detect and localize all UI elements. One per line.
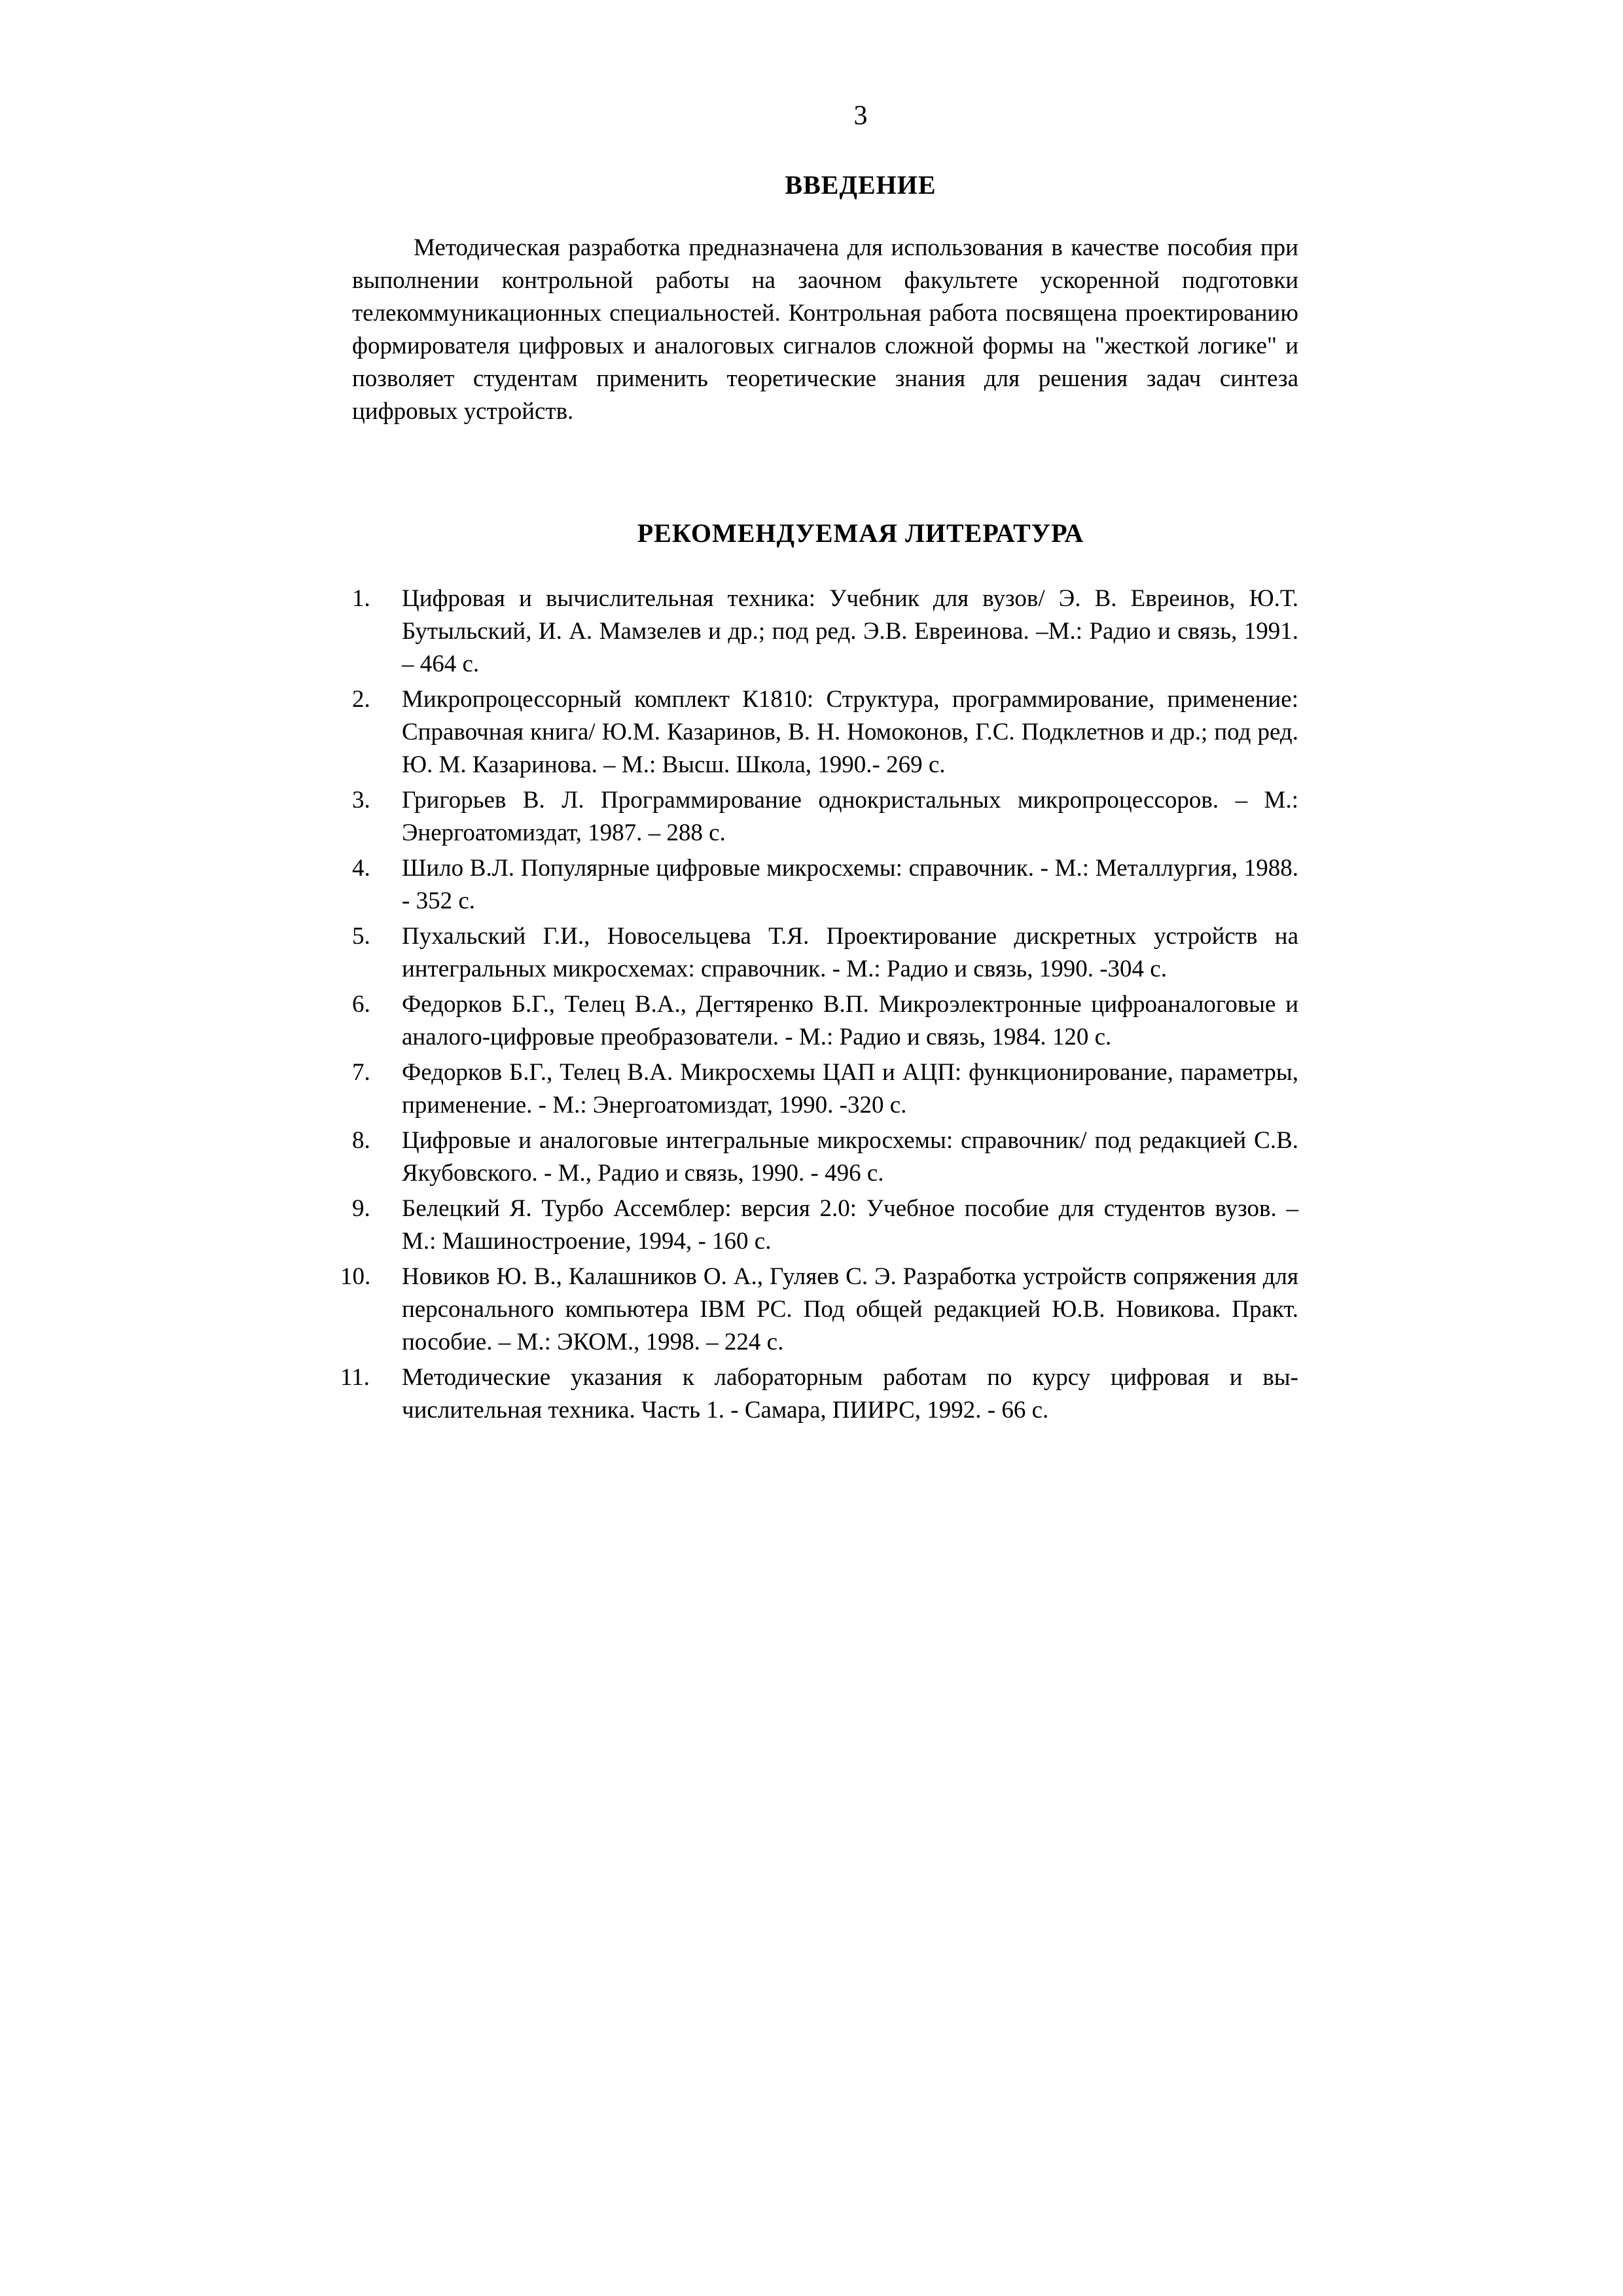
reference-item bbox=[340, 1056, 1298, 1122]
reference-item bbox=[340, 583, 1298, 681]
reference-text: Новиков Ю. В., Калашников О. А., Гуляев С. Э. Разработка устройств сопряжения для персонального компьютера IBM PC. Под общей редакцией Ю.В. Новикова. Практ. пособие. – М.: ЭКОМ., 1998. – 224 с. bbox=[402, 1263, 1298, 1355]
reference-number: 5. bbox=[352, 923, 370, 950]
reference-text: Белецкий Я. Турбо Ассемблер: версия 2.0: Учебное пособие для студентов вузов. – М.: Машиностроение, 1994, - 160 с. bbox=[402, 1195, 1298, 1255]
reference-item bbox=[340, 988, 1298, 1054]
reference-text: Шило В.Л. Популярные цифровые микросхемы: справочник. - М.: Металлургия, 1988. - 352 с. bbox=[402, 855, 1298, 914]
reference-item bbox=[340, 683, 1298, 781]
intro-heading: ВВЕДЕНИЕ bbox=[785, 170, 936, 200]
reference-text: Микропроцессорный комплект К1810: Структура, программирование, применение: Справочная книга/ Ю.М. Казаринов, В. Н. Номоконов, Г.С. Подклетнов и др.; под ред. Ю. М. Казаринова. – М.: Высш. Школа, 1990.- 269 с. bbox=[402, 686, 1298, 778]
reference-number: 6. bbox=[352, 991, 370, 1018]
reference-number: 3. bbox=[352, 787, 370, 814]
page-number: 3 bbox=[853, 101, 868, 131]
reference-item bbox=[340, 920, 1298, 986]
reference-number: 7. bbox=[352, 1059, 370, 1086]
reference-item bbox=[340, 1193, 1298, 1258]
reference-item bbox=[340, 784, 1298, 850]
reference-number: 10. bbox=[340, 1263, 371, 1290]
reference-number: 8. bbox=[352, 1127, 370, 1154]
reference-text: Федорков Б.Г., Телец В.А. Микросхемы ЦАП и АЦП: функционирование, параметры, применение. - М.: Энергоатомиздат, 1990. -320 с. bbox=[402, 1059, 1298, 1119]
intro-paragraph: Методическая разработка предназначена для использования в качестве пособия при выполнении контрольной работы на заочном факультете ускоренной подготовки телекоммуникационных специальностей. Контрольная работа посвящена проектированию формирователя цифровых и аналоговых сигналов сложной формы на "жесткой логике" и позволяет студентам применить теоретические знания для решения задач синтеза цифровых устройств. bbox=[352, 234, 1298, 425]
reference-item bbox=[340, 1261, 1298, 1359]
reference-item bbox=[340, 852, 1298, 918]
reference-item bbox=[340, 1361, 1298, 1427]
reference-number: 2. bbox=[352, 686, 370, 713]
reference-text: Федорков Б.Г., Телец В.А., Дегтяренко В.П. Микроэлектронные цифроаналоговые и аналого-цифровые преобразователи. - М.: Радио и связь, 1984. 120 с. bbox=[402, 991, 1298, 1050]
reference-number: 1. bbox=[352, 585, 370, 612]
reference-text: Цифровые и аналоговые интегральные микросхемы: справочник/ под редакцией С.В. Якубовского. - М., Радио и связь, 1990. - 496 с. bbox=[402, 1127, 1298, 1187]
reference-number: 9. bbox=[352, 1195, 370, 1222]
reference-number: 11. bbox=[340, 1364, 370, 1391]
reference-text: Цифровая и вычислительная техника: Учебник для вузов/ Э. В. Евреинов, Ю.Т. Бутыльский, И. А. Мамзелев и др.; под ред. Э.В. Евреинова. –М.: Радио и связь, 1991. – 464 с. bbox=[402, 585, 1298, 677]
literature-heading: РЕКОМЕНДУЕМАЯ ЛИТЕРАТУРА bbox=[637, 518, 1084, 548]
reference-number: 4. bbox=[352, 855, 370, 882]
reference-text: Пухальский Г.И., Новосельцева Т.Я. Проектирование дискретных устройств на интегральных микросхемах: справочник. - М.: Радио и связь, 1990. -304 с. bbox=[402, 923, 1298, 982]
reference-text: Григорьев В. Л. Программирование однокристальных микропроцессоров. – М.: Энергоатомиздат, 1987. – 288 с. bbox=[402, 787, 1298, 846]
reference-item bbox=[340, 1124, 1298, 1190]
reference-list bbox=[340, 583, 1298, 1429]
reference-text: Методические указания к лабораторным работам по курсу цифровая и вычислительная техника. Часть 1. - Самара, ПИИРС, 1992. - 66 с. bbox=[402, 1364, 1298, 1424]
